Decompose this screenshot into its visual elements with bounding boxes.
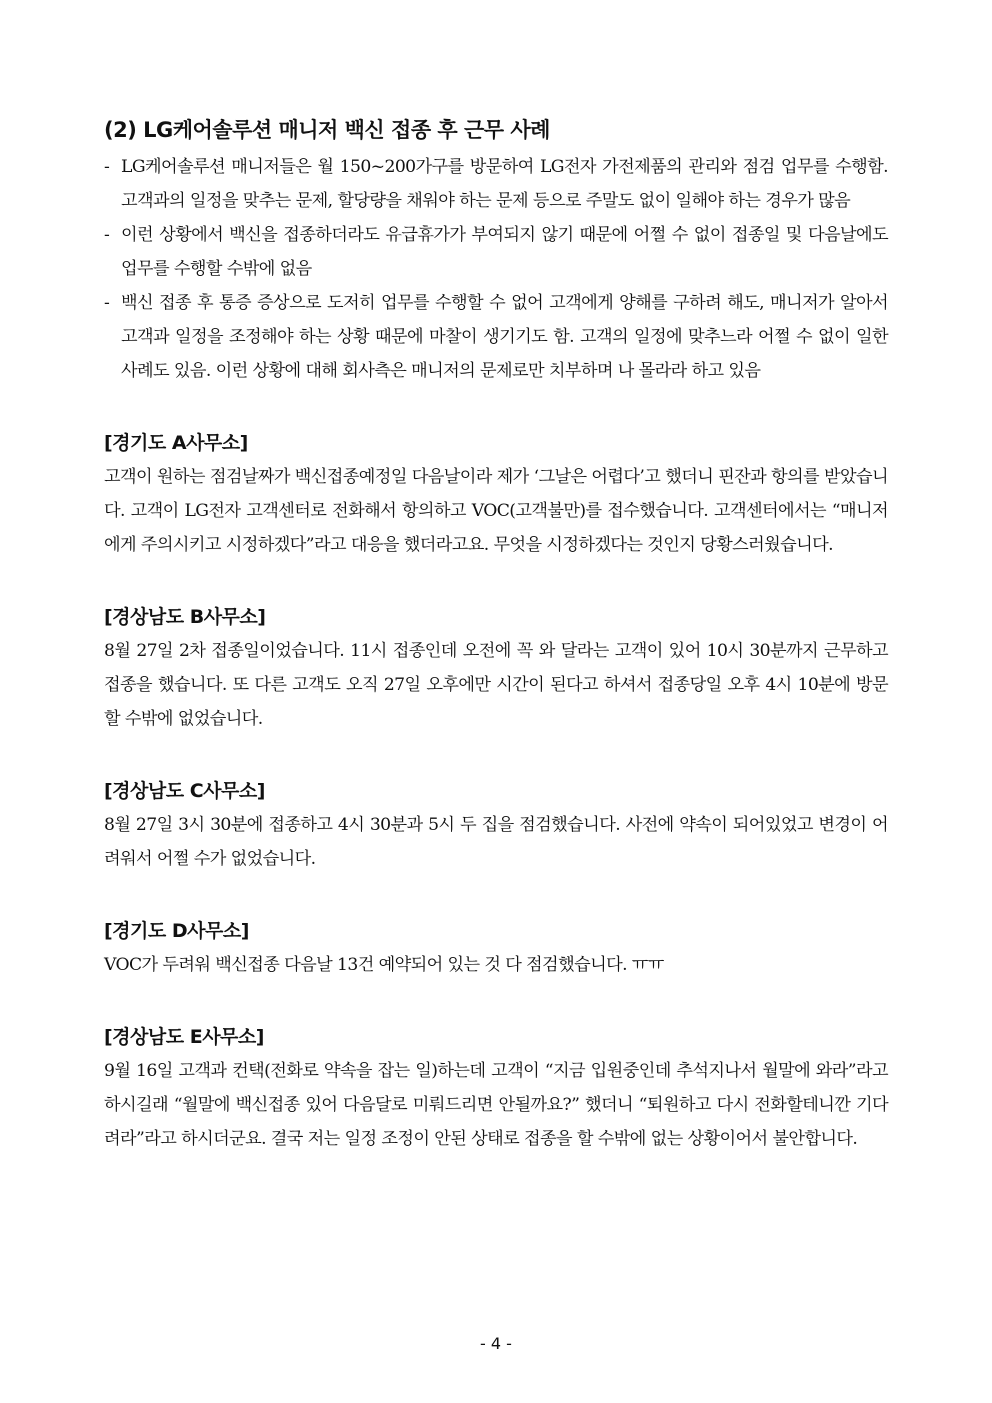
bullet-list xyxy=(104,150,888,388)
case-block-d xyxy=(104,914,888,982)
bullet-marker: - xyxy=(104,293,110,313)
bullet-text: 이런 상황에서 백신을 접종하더라도 유급휴가가 부여되지 않기 때문에 어쩔 수 없이 접종일 및 다음날에도 업무를 수행할 수밖에 없음 xyxy=(121,225,888,279)
page-number: - 4 - xyxy=(480,1334,512,1353)
case-block-a xyxy=(104,426,888,562)
bullet-item xyxy=(104,286,888,388)
bullet-item xyxy=(104,150,888,218)
case-block-b xyxy=(104,600,888,736)
case-text: 8월 27일 2차 접종일이었습니다. 11시 접종인데 오전에 꼭 와 달라는 고객이 있어 10시 30분까지 근무하고 접종을 했습니다. 또 다른 고객도 오직 27일 오후에만 시간이 된다고 하셔서 접종당일 오후 4시 10분에 방문할 수밖에 없었습니다. xyxy=(104,641,888,729)
case-heading: [경기도 A사무소] xyxy=(104,432,248,454)
case-text: VOC가 두려워 백신접종 다음날 13건 예약되어 있는 것 다 점검했습니다. ㅠㅠ xyxy=(104,955,664,975)
bullet-marker: - xyxy=(104,225,110,245)
case-text: 고객이 원하는 점검날짜가 백신접종예정일 다음날이라 제가 ‘그날은 어렵다’고 했더니 핀잔과 항의를 받았습니다. 고객이 LG전자 고객센터로 전화해서 항의하고 VOC(고객불만)를 접수했습니다. 고객센터에서는 “매니저에게 주의시키고 시정하겠다”라고 대응을 했더라고요. 무엇을 시정하겠다는 것인지 당황스러웠습니다. xyxy=(104,467,888,555)
case-block-c xyxy=(104,774,888,876)
case-heading: [경상남도 B사무소] xyxy=(104,606,266,628)
case-heading: [경상남도 C사무소] xyxy=(104,780,265,802)
case-heading: [경기도 D사무소] xyxy=(104,920,249,942)
bullet-marker: - xyxy=(104,157,110,177)
bullet-item xyxy=(104,218,888,286)
bullet-text: 백신 접종 후 통증 증상으로 도저히 업무를 수행할 수 없어 고객에게 양해를 구하려 해도, 매니저가 알아서 고객과 일정을 조정해야 하는 상황 때문에 마찰이 생기기도 함. 고객의 일정에 맞추느라 어쩔 수 없이 일한 사례도 있음. 이런 상황에 대해 회사측은 매니저의 문제로만 치부하며 나 몰라라 하고 있음 xyxy=(121,293,888,381)
bullet-text: LG케어솔루션 매니저들은 월 150~200가구를 방문하여 LG전자 가전제품의 관리와 점검 업무를 수행함. 고객과의 일정을 맞추는 문제, 할당량을 채워야 하는 문제 등으로 주말도 없이 일해야 하는 경우가 많음 xyxy=(121,157,888,211)
case-text: 8월 27일 3시 30분에 접종하고 4시 30분과 5시 두 집을 점검했습니다. 사전에 약속이 되어있었고 변경이 어려워서 어쩔 수가 없었습니다. xyxy=(104,815,888,869)
document-page xyxy=(104,112,888,1156)
case-heading: [경상남도 E사무소] xyxy=(104,1026,264,1048)
case-text: 9월 16일 고객과 컨택(전화로 약속을 잡는 일)하는데 고객이 “지금 입원중인데 추석지나서 월말에 와라”라고 하시길래 “월말에 백신접종 있어 다음달로 미뤄드리면 안될까요?” 했더니 “퇴원하고 다시 전화할테니깐 기다려라”라고 하시더군요. 결국 저는 일정 조정이 안된 상태로 접종을 할 수밖에 없는 상황이어서 불안합니다. xyxy=(104,1061,888,1149)
section-title: (2) LG케어솔루션 매니저 백신 접종 후 근무 사례 xyxy=(104,118,550,142)
case-block-e xyxy=(104,1020,888,1156)
